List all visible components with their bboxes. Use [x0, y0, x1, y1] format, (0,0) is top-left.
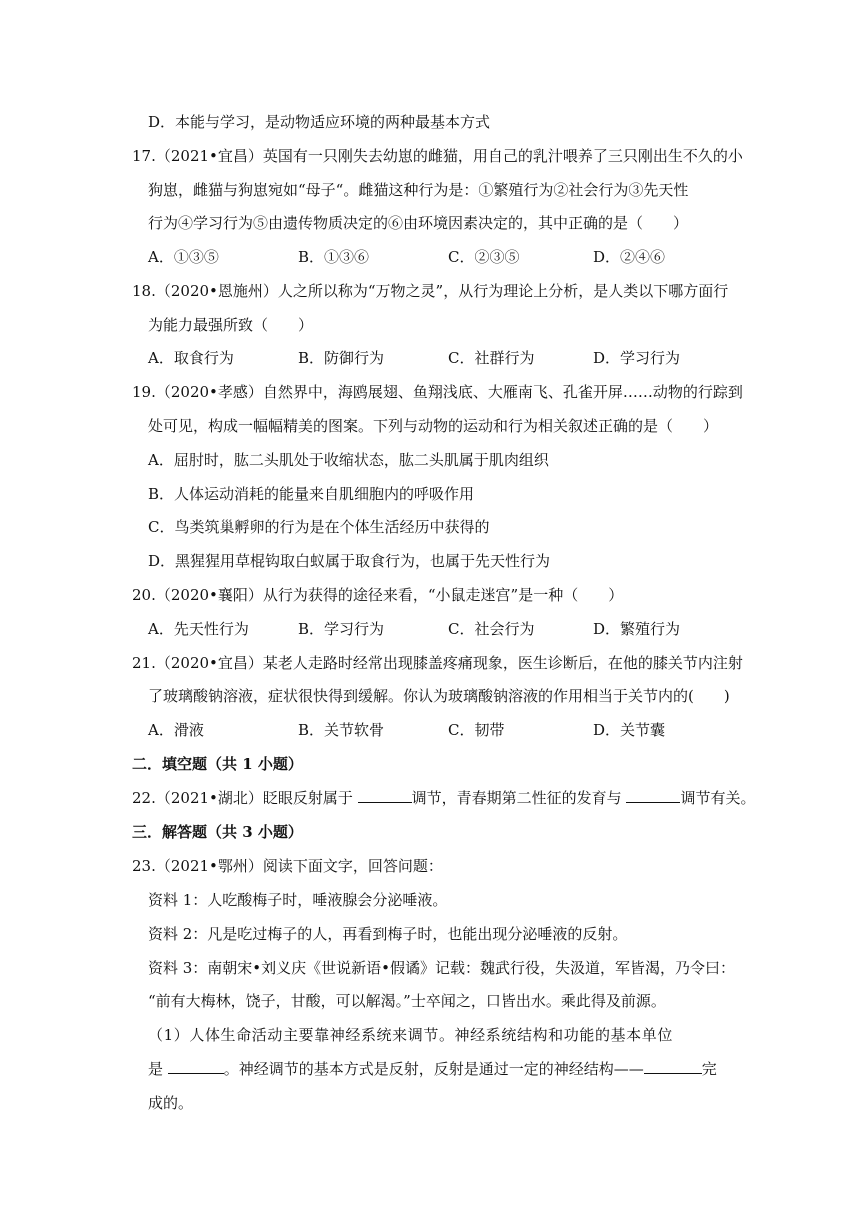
- q19-option-a: A．屈肘时，肱二头肌处于收缩状态，肱二头肌属于肌肉组织: [148, 451, 549, 469]
- q18-option-a: A．取食行为: [148, 349, 234, 367]
- section-heading-fill-in: 二．填空题（共 1 小题）: [132, 755, 303, 773]
- q23-sub1-line3: 成的。: [148, 1094, 194, 1112]
- q23-sub1-text-pre: 是: [148, 1060, 168, 1078]
- q22-blank-1[interactable]: [358, 788, 412, 803]
- q23-material-3-line1: 资料 3：南朝宋•刘义庆《世说新语•假谲》记载：魏武行役，失汲道，军皆渴，乃令曰：: [148, 959, 736, 977]
- q23-sub1-line1: （1）人体生命活动主要靠神经系统来调节。神经系统结构和功能的基本单位: [148, 1026, 673, 1044]
- q19-option-d: D．黑猩猩用草棍钩取白蚁属于取食行为，也属于先天性行为: [148, 552, 551, 570]
- q21-option-c: C．韧带: [448, 721, 505, 739]
- q23-blank-1[interactable]: [168, 1059, 224, 1074]
- q23-sub1-text-mid: 。神经调节的基本方式是反射，反射是通过一定的神经结构——: [223, 1060, 644, 1078]
- q23-stem-line1: 23.（2021•鄂州）阅读下面文字，回答问题：: [132, 857, 443, 875]
- q18-stem-line1: 18.（2020•恩施州）人之所以称为“万物之灵”，从行为理论上分析，是人类以下哪方面行: [132, 282, 729, 300]
- q20-option-a: A．先天性行为: [148, 620, 249, 638]
- q20-option-c: C．社会行为: [448, 620, 535, 638]
- q21-stem-line2: 了玻璃酸钠溶液，症状很快得到缓解。你认为玻璃酸钠溶液的作用相当于关节内的( ): [148, 687, 730, 705]
- q17-option-c: C．②③⑤: [448, 248, 520, 266]
- section-heading-answer: 三．解答题（共 3 小题）: [132, 823, 303, 841]
- q18-option-c: C．社群行为: [448, 349, 535, 367]
- q21-option-b: B．关节软骨: [298, 721, 385, 739]
- q21-stem-line1: 21.（2020•宜昌）某老人走路时经常出现膝盖疼痛现象，医生诊断后，在他的膝关节内注射: [132, 654, 743, 672]
- q23-material-2: 资料 2：凡是吃过梅子的人，再看到梅子时，也能出现分泌唾液的反射。: [148, 925, 628, 943]
- q18-option-b: B．防御行为: [298, 349, 385, 367]
- q17-stem-line1: 17.（2021•宜昌）英国有一只刚失去幼崽的雌猫，用自己的乳汁喂养了三只刚出生不久的小: [132, 147, 743, 165]
- q22-text-part3: 调节有关。: [680, 789, 756, 807]
- q20-stem-line1: 20.（2020•襄阳）从行为获得的途径来看，“小鼠走迷宫”是一种（ ）: [132, 586, 624, 604]
- q18-stem-line2: 为能力最强所致（ ）: [148, 316, 314, 334]
- q19-option-b: B．人体运动消耗的能量来自肌细胞内的呼吸作用: [148, 485, 475, 503]
- q18-option-d: D．学习行为: [593, 349, 681, 367]
- q23-material-1: 资料 1：人吃酸梅子时，唾液腺会分泌唾液。: [148, 891, 448, 909]
- q17-option-d: D．②④⑥: [593, 248, 666, 266]
- q17-option-b: B．①③⑥: [298, 248, 370, 266]
- q22-text-part1: 22.（2021•湖北）眨眼反射属于: [132, 789, 358, 807]
- q22-stem: [132, 788, 755, 808]
- q21-option-d: D．关节囊: [593, 721, 666, 739]
- q23-sub1-text-post: 完: [701, 1060, 717, 1078]
- q21-option-a: A．滑液: [148, 721, 204, 739]
- q20-option-d: D．繁殖行为: [593, 620, 681, 638]
- q19-stem-line2: 处可见，构成一幅幅精美的图案。下列与动物的运动和行为相关叙述正确的是（ ）: [148, 417, 719, 435]
- q20-option-b: B．学习行为: [298, 620, 385, 638]
- q22-text-part2: 调节，青春期第二性征的发育与: [411, 789, 627, 807]
- q23-material-3-line2: “前有大梅林，饶子，甘酸，可以解渴。”士卒闻之，口皆出水。乘此得及前源。: [148, 992, 666, 1010]
- q19-stem-line1: 19.（2020•孝感）自然界中，海鸥展翅、鱼翔浅底、大雁南飞、孔雀开屏……动物的行踪到: [132, 383, 743, 401]
- q17-stem-line3: 行为④学习行为⑤由遗传物质决定的⑥由环境因素决定的，其中正确的是（ ）: [148, 214, 689, 232]
- q17-option-a: A．①③⑤: [148, 248, 219, 266]
- q19-option-c: C．鸟类筑巢孵卵的行为是在个体生活经历中获得的: [148, 518, 490, 536]
- q23-blank-2[interactable]: [644, 1059, 702, 1074]
- q22-blank-2[interactable]: [626, 788, 680, 803]
- q23-sub1-line2: [148, 1059, 717, 1079]
- q16-option-d: D．本能与学习，是动物适应环境的两种最基本方式: [148, 113, 491, 131]
- q17-stem-line2: 狗崽，雌猫与狗崽宛如“母子“。雌猫这种行为是：①繁殖行为②社会行为③先天性: [148, 181, 689, 199]
